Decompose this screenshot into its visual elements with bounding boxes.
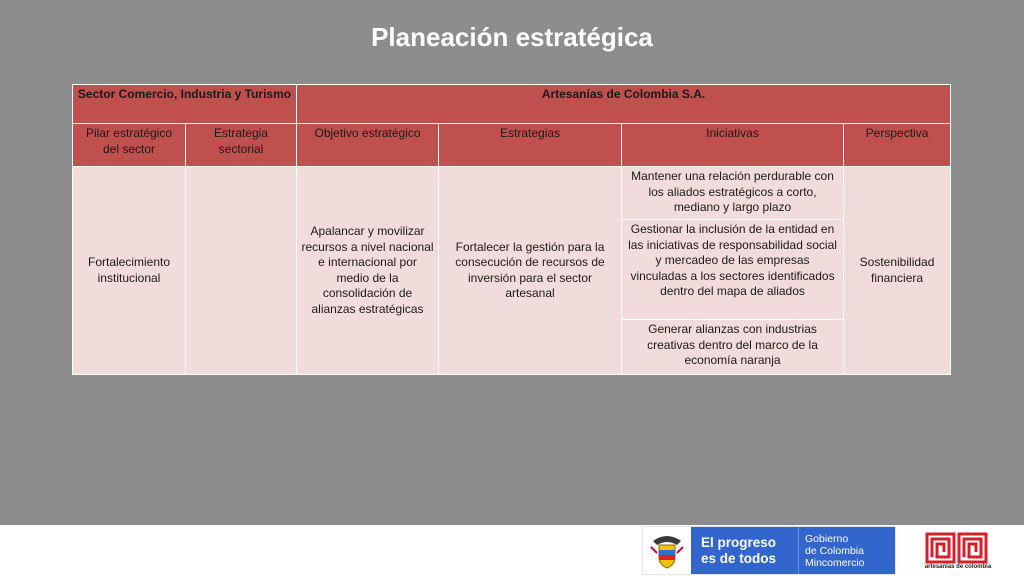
slogan-line: El progreso [701, 534, 777, 550]
group-header-row [73, 85, 951, 124]
table-row [73, 167, 951, 220]
iniciativa-cell: Mantener una relación perdurable con los aliados estratégicos a corto, mediano y largo plazo [622, 167, 844, 220]
gov-line: Gobierno [805, 532, 849, 545]
column-header: Pilar estratégico del sector [73, 124, 186, 167]
government-banner [643, 527, 895, 574]
estrategias-cell: Fortalecer la gestión para la consecución de recursos de inversión para el sector artesanal [439, 167, 622, 375]
strategy-table [72, 84, 951, 375]
group-header-sector: Sector Comercio, Industria y Turismo [73, 85, 297, 124]
footer-bar [0, 525, 1024, 576]
gov-line: Mincomercio [805, 556, 865, 569]
column-header: Iniciativas [622, 124, 844, 167]
column-header: Estrategias [439, 124, 622, 167]
column-header: Estrategia sectorial [186, 124, 297, 167]
government-label [798, 527, 895, 574]
slogan [691, 527, 798, 574]
group-header-entity: Artesanías de Colombia S.A. [297, 85, 951, 124]
column-header: Perspectiva [844, 124, 951, 167]
coat-of-arms-icon [643, 527, 691, 574]
iniciativa-cell: Gestionar la inclusión de la entidad en las iniciativas de responsabilidad social y mercadeo de las empresas vinculadas a los sectores identificados dentro del mapa de aliados [622, 220, 844, 320]
perspectiva-cell: Sostenibilidad financiera [844, 167, 951, 375]
iniciativa-cell: Generar alianzas con industrias creativas dentro del marco de la economía naranja [622, 320, 844, 375]
estrategia-sectorial-cell [186, 167, 297, 375]
pilar-cell: Fortalecimiento institucional [73, 167, 186, 375]
column-header-row [73, 124, 951, 167]
slogan-line: es de todos [701, 550, 777, 566]
objetivo-cell: Apalancar y movilizar recursos a nivel nacional e internacional por medio de la consolidación de alianzas estratégicas [297, 167, 439, 375]
page-title: Planeación estratégica [371, 22, 653, 52]
column-header: Objetivo estratégico [297, 124, 439, 167]
gov-line: de Colombia [805, 544, 864, 557]
artesanias-brand-text: artesanías de colombia [924, 564, 992, 570]
